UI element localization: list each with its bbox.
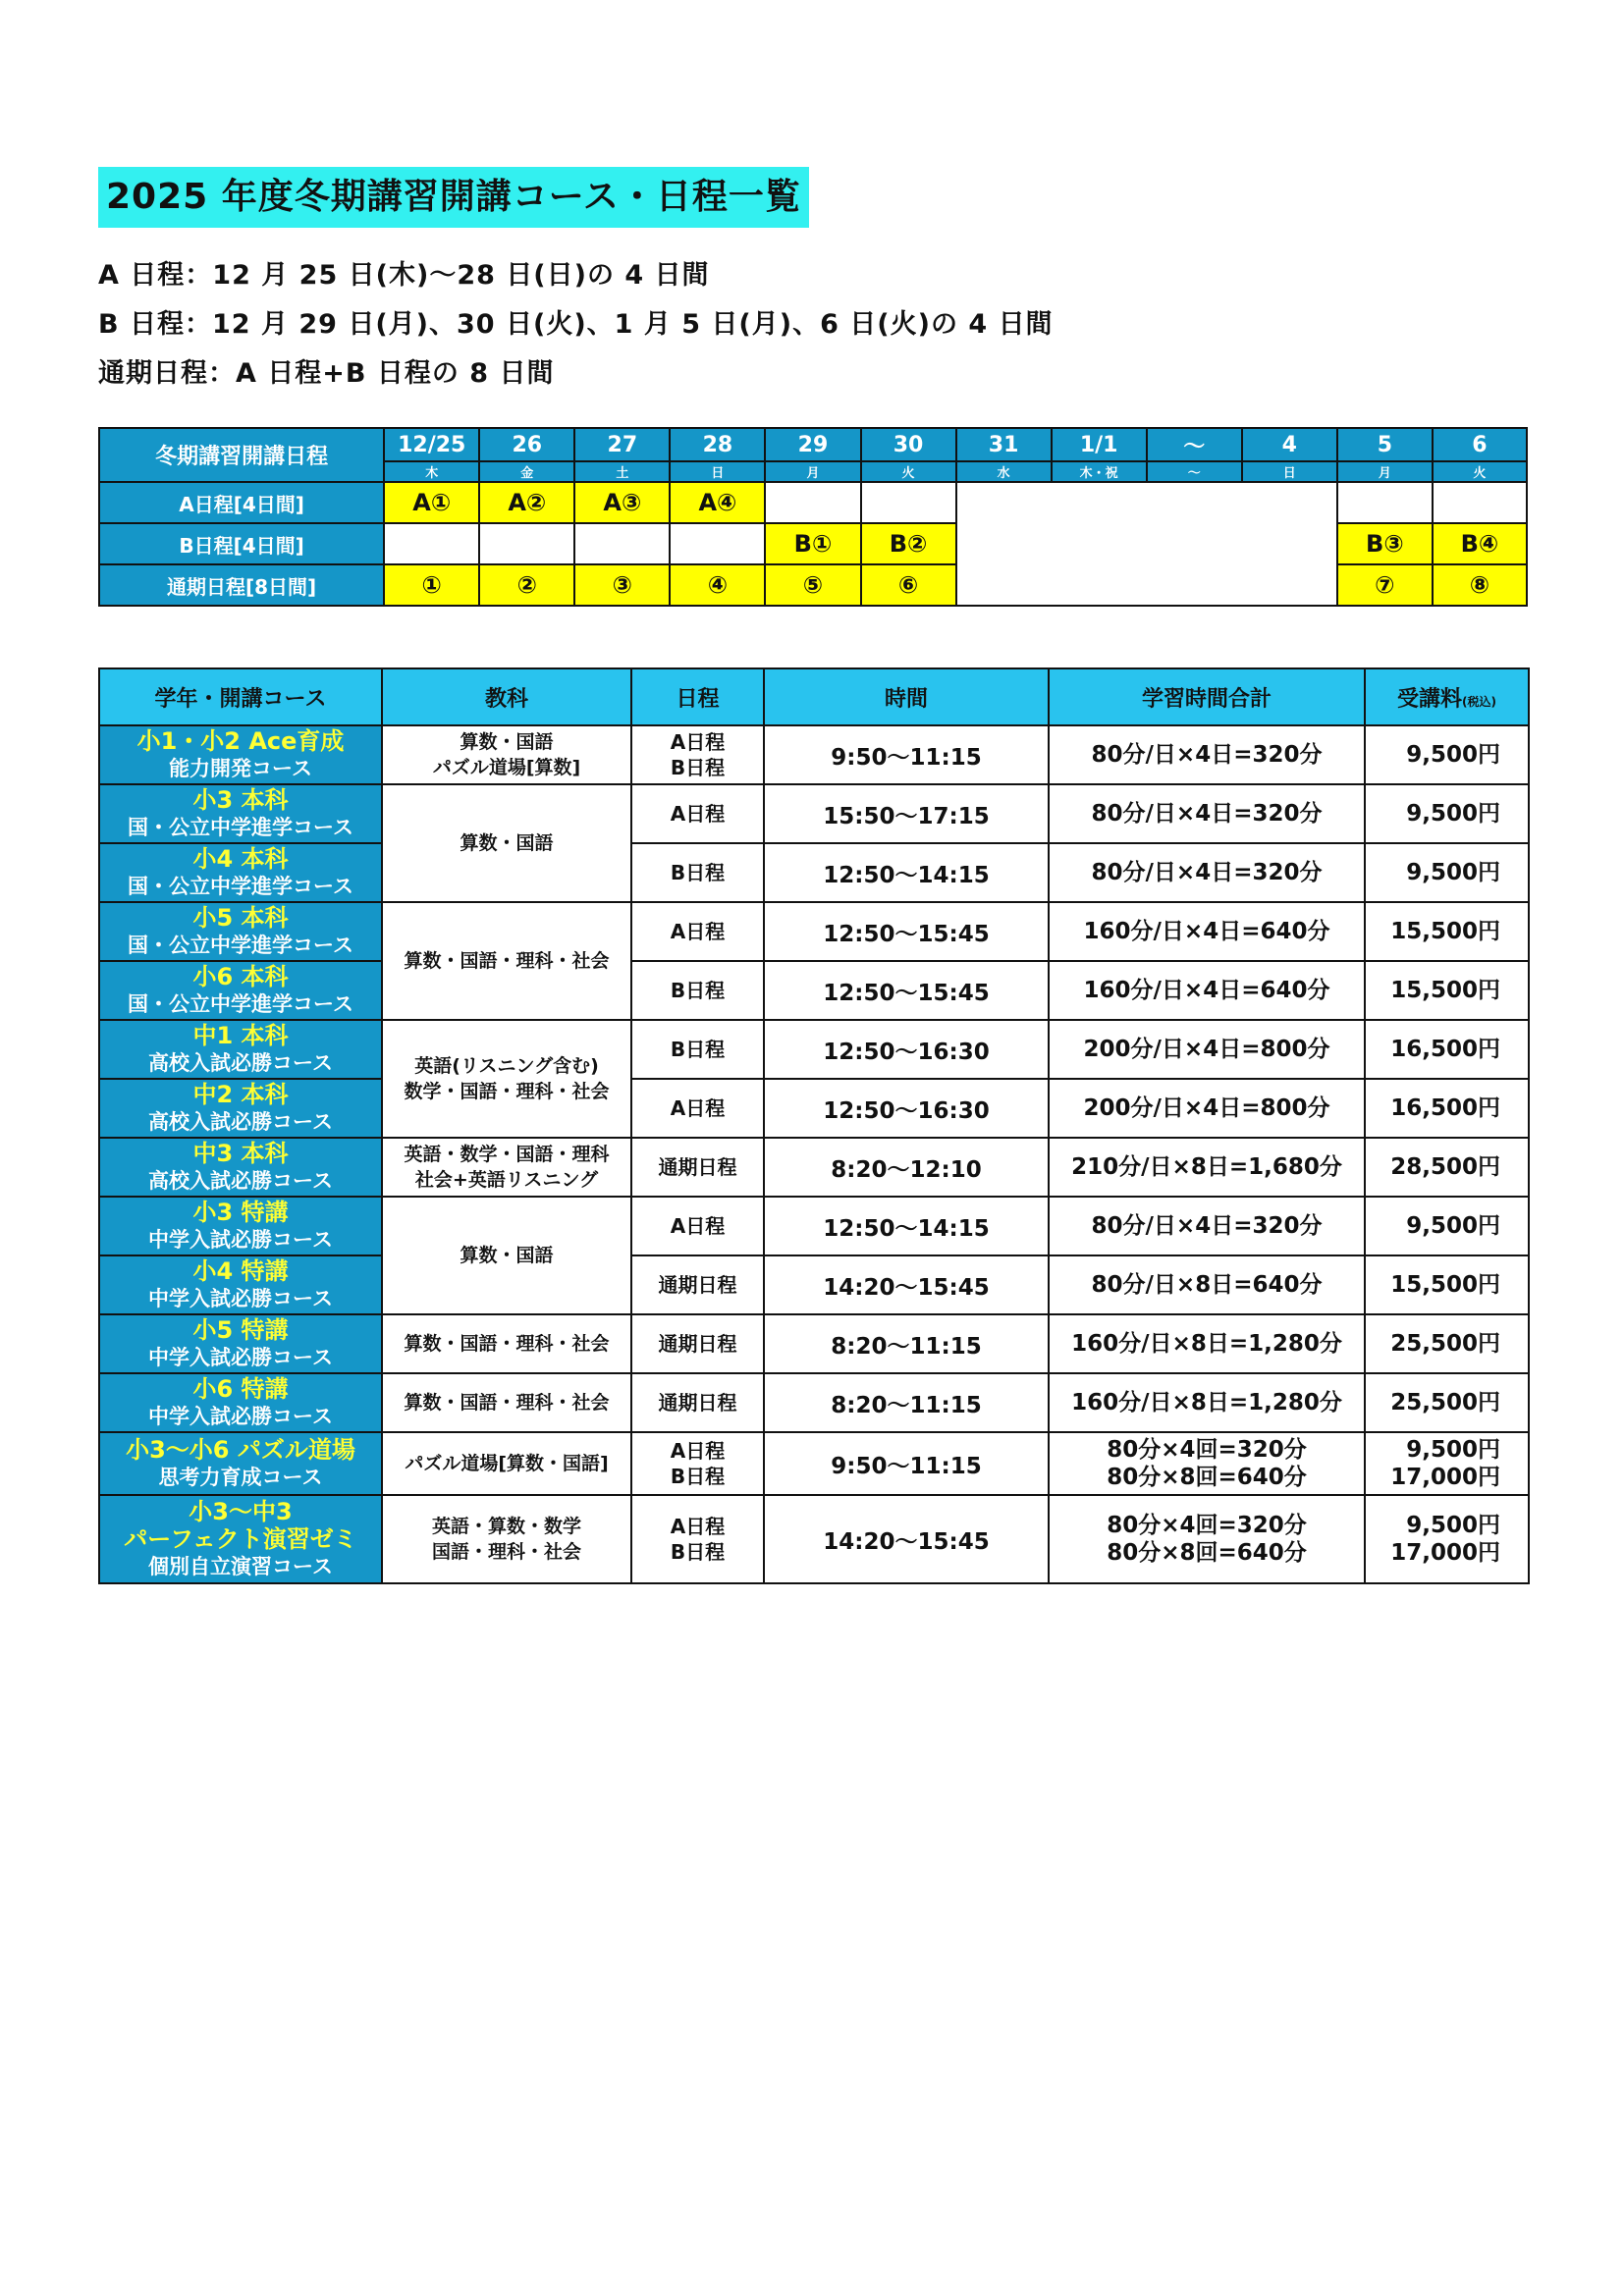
fee-cell: 28,500円: [1365, 1138, 1529, 1197]
subject-cell: 算数・国語・理科・社会: [382, 1314, 631, 1373]
calendar-date: 27: [574, 428, 670, 461]
calendar-weekday: 月: [765, 461, 860, 482]
course-cell: [99, 725, 382, 784]
time-cell: 8:20～12:10: [764, 1138, 1049, 1197]
calendar-cell: A④: [670, 482, 765, 523]
grade-label: 中1 本科: [192, 1022, 289, 1049]
schedule-cell: A日程: [631, 784, 764, 843]
fee-cell: 25,500円: [1365, 1373, 1529, 1432]
fee-cell: 25,500円: [1365, 1314, 1529, 1373]
calendar-cell: B②: [861, 523, 956, 564]
course-cell: [99, 1138, 382, 1197]
schedule-cell: B日程: [631, 843, 764, 902]
subject-line: 社会+英語リスニング: [414, 1169, 599, 1191]
grade-label: 中2 本科: [192, 1081, 289, 1108]
grade-label: 小1・小2 Ace育成: [136, 727, 345, 755]
grade-label-2: パーフェクト演習ゼミ: [124, 1525, 357, 1553]
course-name: 国・公立中学進学コース: [128, 934, 353, 957]
time-cell: 8:20～11:15: [764, 1314, 1049, 1373]
course-cell: [99, 784, 382, 843]
calendar-cell: [574, 523, 670, 564]
calendar-holiday-block: [956, 482, 1337, 606]
course-name: 国・公立中学進学コース: [128, 875, 353, 898]
calendar-weekday: 火: [861, 461, 956, 482]
calendar-cell: [765, 482, 860, 523]
calendar-row-label: 通期日程[8日間]: [99, 564, 384, 606]
subject-line: 英語・数学・国語・理科: [404, 1144, 610, 1165]
calendar-date: 26: [479, 428, 574, 461]
subject-cell: 算数・国語・理科・社会: [382, 1373, 631, 1432]
fee-cell: 9,500円: [1365, 784, 1529, 843]
schedule-cell: [631, 1495, 764, 1583]
total-cell: [1049, 1432, 1365, 1495]
fee-line: 9,500円: [1406, 1513, 1500, 1538]
fee-label: 受講料: [1397, 686, 1463, 712]
schedule-cell: A日程: [631, 902, 764, 961]
time-cell: 14:20～15:45: [764, 1495, 1049, 1583]
fee-line: 17,000円: [1390, 1540, 1500, 1566]
schedule-cell: [631, 1432, 764, 1495]
course-table: [98, 667, 1530, 1584]
grade-label: 小6 本科: [192, 963, 289, 990]
calendar-cell: ⑥: [861, 564, 956, 606]
calendar-weekday: 水: [956, 461, 1052, 482]
b-schedule-note: B 日程：12 月 29 日(月)、30 日(火)、1 月 5 日(月)、6 日(火)の 4 日間: [98, 309, 1054, 340]
total-cell: [1049, 1495, 1365, 1583]
fee-cell: [1365, 1432, 1529, 1495]
calendar-row-label: A日程[4日間]: [99, 482, 384, 523]
grade-label: 小3 特講: [192, 1199, 289, 1226]
calendar-cell: ①: [384, 564, 479, 606]
subject-cell: [382, 1020, 631, 1138]
calendar-cell: A②: [479, 482, 574, 523]
total-line: 80分×8回=640分: [1107, 1540, 1307, 1566]
total-line: 80分×4回=320分: [1107, 1513, 1307, 1538]
calendar-cell: ⑦: [1337, 564, 1433, 606]
calendar-cell: [479, 523, 574, 564]
grade-label: 小6 特講: [192, 1375, 289, 1403]
course-cell: [99, 1432, 382, 1495]
total-cell: 200分/日×4日=800分: [1049, 1020, 1365, 1079]
time-cell: 14:20～15:45: [764, 1255, 1049, 1314]
schedule-calendar-table: [98, 427, 1528, 607]
calendar-cell: [670, 523, 765, 564]
course-cell: [99, 1079, 382, 1138]
schedule-cell: A日程: [631, 1197, 764, 1255]
calendar-cell: [1433, 482, 1527, 523]
calendar-cell: [861, 482, 956, 523]
schedule-cell: [631, 725, 764, 784]
course-cell: [99, 1314, 382, 1373]
grade-label: 中3 本科: [192, 1140, 289, 1167]
subject-line: 数学・国語・理科・社会: [404, 1081, 610, 1102]
calendar-weekday: 日: [670, 461, 765, 482]
calendar-date: 6: [1433, 428, 1527, 461]
calendar-cell: ⑧: [1433, 564, 1527, 606]
subject-line: 算数・国語: [460, 731, 554, 753]
total-cell: 80分/日×4日=320分: [1049, 843, 1365, 902]
schedule-line: A日程: [670, 1439, 726, 1463]
subject-cell: 算数・国語: [382, 1197, 631, 1314]
schedule-cell: B日程: [631, 961, 764, 1020]
subject-cell: [382, 1138, 631, 1197]
total-line: 80分×8回=640分: [1107, 1465, 1307, 1490]
schedule-cell: 通期日程: [631, 1255, 764, 1314]
subject-line: 英語(リスニング含む): [414, 1055, 599, 1077]
calendar-row-label: B日程[4日間]: [99, 523, 384, 564]
calendar-cell: A③: [574, 482, 670, 523]
time-cell: 12:50～14:15: [764, 1197, 1049, 1255]
total-cell: 160分/日×8日=1,280分: [1049, 1314, 1365, 1373]
total-cell: 160分/日×4日=640分: [1049, 902, 1365, 961]
schedule-line: B日程: [670, 1465, 726, 1488]
calendar-weekday: 月: [1337, 461, 1433, 482]
page-title: 2025 年度冬期講習開講コース・日程一覧: [98, 167, 809, 228]
course-name: 高校入試必勝コース: [148, 1169, 333, 1193]
time-cell: 12:50～16:30: [764, 1020, 1049, 1079]
course-cell: [99, 1255, 382, 1314]
course-name: 中学入試必勝コース: [148, 1405, 333, 1428]
calendar-corner-label: 冬期講習開講日程: [99, 428, 384, 482]
fee-line: 17,000円: [1390, 1465, 1500, 1490]
calendar-cell: ⑤: [765, 564, 860, 606]
schedule-line: A日程: [670, 730, 726, 754]
schedule-cell: 通期日程: [631, 1138, 764, 1197]
calendar-weekday: 土: [574, 461, 670, 482]
calendar-cell: [384, 523, 479, 564]
calendar-cell: [1337, 482, 1433, 523]
course-cell: [99, 843, 382, 902]
calendar-date: 12/25: [384, 428, 479, 461]
schedule-cell: 通期日程: [631, 1314, 764, 1373]
calendar-weekday: ～: [1147, 461, 1242, 482]
subject-line: パズル道場[算数]: [432, 757, 581, 778]
total-cell: 80分/日×4日=320分: [1049, 725, 1365, 784]
schedule-cell: A日程: [631, 1079, 764, 1138]
course-name: 高校入試必勝コース: [148, 1051, 333, 1075]
header-schedule: 日程: [631, 668, 764, 725]
course-cell: [99, 1495, 382, 1583]
calendar-date: 4: [1242, 428, 1337, 461]
calendar-cell: A①: [384, 482, 479, 523]
course-name: 国・公立中学進学コース: [128, 992, 353, 1016]
subject-cell: 算数・国語: [382, 784, 631, 902]
calendar-cell: ④: [670, 564, 765, 606]
fee-cell: 16,500円: [1365, 1079, 1529, 1138]
schedule-line: B日程: [670, 1540, 726, 1564]
header-subject: 教科: [382, 668, 631, 725]
fee-cell: 16,500円: [1365, 1020, 1529, 1079]
fee-cell: 15,500円: [1365, 961, 1529, 1020]
a-schedule-note: A 日程：12 月 25 日(木)～28 日(日)の 4 日間: [98, 260, 710, 291]
subject-cell: [382, 725, 631, 784]
grade-label: 小3 本科: [192, 786, 289, 814]
time-cell: 12:50～15:45: [764, 902, 1049, 961]
header-time: 時間: [764, 668, 1049, 725]
calendar-weekday: 金: [479, 461, 574, 482]
fee-cell: 9,500円: [1365, 725, 1529, 784]
total-cell: 80分/日×4日=320分: [1049, 784, 1365, 843]
time-cell: 15:50～17:15: [764, 784, 1049, 843]
time-cell: 12:50～14:15: [764, 843, 1049, 902]
total-cell: 80分/日×8日=640分: [1049, 1255, 1365, 1314]
calendar-weekday: 木: [384, 461, 479, 482]
calendar-date: ～: [1147, 428, 1242, 461]
grade-label: 小4 特講: [192, 1257, 289, 1285]
grade-label: 小5 特講: [192, 1316, 289, 1344]
time-cell: 8:20～11:15: [764, 1373, 1049, 1432]
course-cell: [99, 961, 382, 1020]
schedule-line: A日程: [670, 1515, 726, 1538]
fee-line: 9,500円: [1406, 1437, 1500, 1463]
schedule-cell: B日程: [631, 1020, 764, 1079]
tax-note: (税込): [1462, 694, 1496, 709]
grade-label: 小5 本科: [192, 904, 289, 932]
course-name: 能力開発コース: [169, 757, 312, 780]
course-name: 国・公立中学進学コース: [128, 816, 353, 839]
course-name: 高校入試必勝コース: [148, 1110, 333, 1134]
subject-cell: [382, 1495, 631, 1583]
course-cell: [99, 1197, 382, 1255]
time-cell: 12:50～15:45: [764, 961, 1049, 1020]
calendar-cell: B④: [1433, 523, 1527, 564]
total-cell: 160分/日×4日=640分: [1049, 961, 1365, 1020]
full-schedule-note: 通期日程：A 日程+B 日程の 8 日間: [98, 358, 555, 389]
calendar-date: 1/1: [1052, 428, 1147, 461]
total-cell: 160分/日×8日=1,280分: [1049, 1373, 1365, 1432]
fee-cell: [1365, 1495, 1529, 1583]
header-course: 学年・開講コース: [99, 668, 382, 725]
fee-cell: 9,500円: [1365, 843, 1529, 902]
subject-line: 国語・理科・社会: [431, 1541, 581, 1563]
course-cell: [99, 902, 382, 961]
calendar-weekday: 日: [1242, 461, 1337, 482]
course-name: 思考力育成コース: [158, 1466, 323, 1489]
total-cell: 200分/日×4日=800分: [1049, 1079, 1365, 1138]
header-fee: [1365, 668, 1529, 725]
schedule-cell: 通期日程: [631, 1373, 764, 1432]
fee-cell: 15,500円: [1365, 902, 1529, 961]
course-cell: [99, 1373, 382, 1432]
calendar-cell: B③: [1337, 523, 1433, 564]
total-cell: 80分/日×4日=320分: [1049, 1197, 1365, 1255]
calendar-date: 5: [1337, 428, 1433, 461]
course-name: 中学入試必勝コース: [148, 1346, 333, 1369]
course-name: 個別自立演習コース: [148, 1555, 333, 1578]
calendar-weekday: 木・祝: [1052, 461, 1147, 482]
calendar-date: 29: [765, 428, 860, 461]
subject-cell: パズル道場[算数・国語]: [382, 1432, 631, 1495]
calendar-date: 30: [861, 428, 956, 461]
calendar-date: 31: [956, 428, 1052, 461]
course-cell: [99, 1020, 382, 1079]
subject-cell: 算数・国語・理科・社会: [382, 902, 631, 1020]
calendar-cell: ③: [574, 564, 670, 606]
time-cell: 9:50～11:15: [764, 725, 1049, 784]
fee-cell: 9,500円: [1365, 1197, 1529, 1255]
calendar-cell: ②: [479, 564, 574, 606]
schedule-line: B日程: [670, 756, 726, 779]
calendar-cell: B①: [765, 523, 860, 564]
time-cell: 12:50～16:30: [764, 1079, 1049, 1138]
calendar-date: 28: [670, 428, 765, 461]
course-name: 中学入試必勝コース: [148, 1287, 333, 1310]
fee-cell: 15,500円: [1365, 1255, 1529, 1314]
course-name: 中学入試必勝コース: [148, 1228, 333, 1252]
header-total: 学習時間合計: [1049, 668, 1365, 725]
grade-label: 小3～中3: [189, 1498, 293, 1525]
total-line: 80分×4回=320分: [1107, 1437, 1307, 1463]
calendar-weekday: 火: [1433, 461, 1527, 482]
subject-line: 英語・算数・数学: [431, 1516, 581, 1537]
grade-label: 小3～小6 パズル道場: [126, 1436, 355, 1464]
total-cell: 210分/日×8日=1,680分: [1049, 1138, 1365, 1197]
grade-label: 小4 本科: [192, 845, 289, 873]
time-cell: 9:50～11:15: [764, 1432, 1049, 1495]
